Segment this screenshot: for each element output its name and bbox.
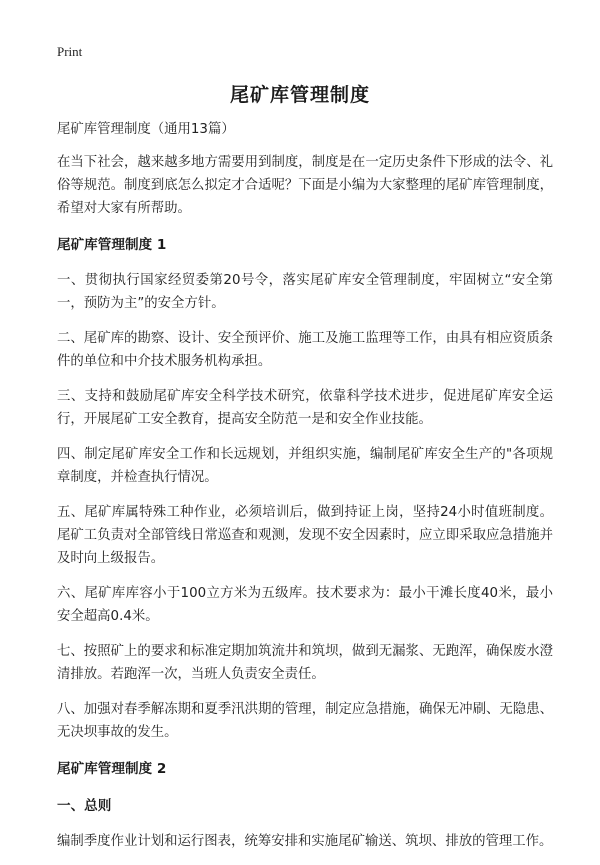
section-2-heading: 尾矿库管理制度 2 [57,761,167,777]
section-1-item: 七、按照矿上的要求和标准定期加筑流井和筑坝，做到无漏浆、无跑浑，确保废水澄清排放。若跑浑一次，当班人负责安全责任。 [57,644,553,682]
section-1-item: 四、制定尾矿库安全工作和长远规划，并组织实施，编制尾矿库安全生产的"各项规章制度，并检查执行情况。 [57,447,553,485]
section-1-item: 一、贯彻执行国家经贸委第20号令，落实尾矿库安全管理制度，牢固树立“安全第一，预防为主”的安全方针。 [57,273,553,311]
intro-paragraph: 在当下社会，越来越多地方需要用到制度，制度是在一定历史条件下形成的法令、礼俗等规范。制度到底怎么拟定才合适呢？下面是小编为大家整理的尾矿库管理制度，希望对大家有所帮助。 [57,155,553,216]
document-body [57,118,553,865]
document-subtitle: 尾矿库管理制度（通用13篇） [57,122,235,137]
section-2-paragraph: 编制季度作业计划和运行图表，统筹安排和实施尾矿输送、筑坝、排放的管理工作。 [57,834,553,849]
section-1-item: 三、支持和鼓励尾矿库安全科学技术研究，依靠科学技术进步，促进尾矿库安全运行，开展尾矿工安全教育，提高安全防范一是和安全作业技能。 [57,389,553,427]
section-1-item: 八、加强对春季解冻期和夏季汛洪期的管理，制定应急措施，确保无冲刷、无隐患、无决坝事故的发生。 [57,702,553,740]
section-1-item: 二、尾矿库的勘察、设计、安全预评价、施工及施工监理等工作，由具有相应资质条件的单位和中介技术服务机构承担。 [57,331,553,369]
section-1-item: 五、尾矿库属特殊工种作业，必须培训后，做到持证上岗，坚持24小时值班制度。尾矿工负责对全部管线日常巡查和观测，发现不安全因素时，应立即采取应急措施并及时向上级报告。 [57,505,553,566]
section-1-heading: 尾矿库管理制度 1 [57,237,167,253]
section-1-item: 六、尾矿库库容小于100立方米为五级库。技术要求为：最小干滩长度40米，最小安全超高0.4米。 [57,586,553,624]
section-2-subheading: 一、总则 [57,798,112,814]
document-title: 尾矿库管理制度 [229,84,370,106]
print-link[interactable]: Print [57,44,83,59]
